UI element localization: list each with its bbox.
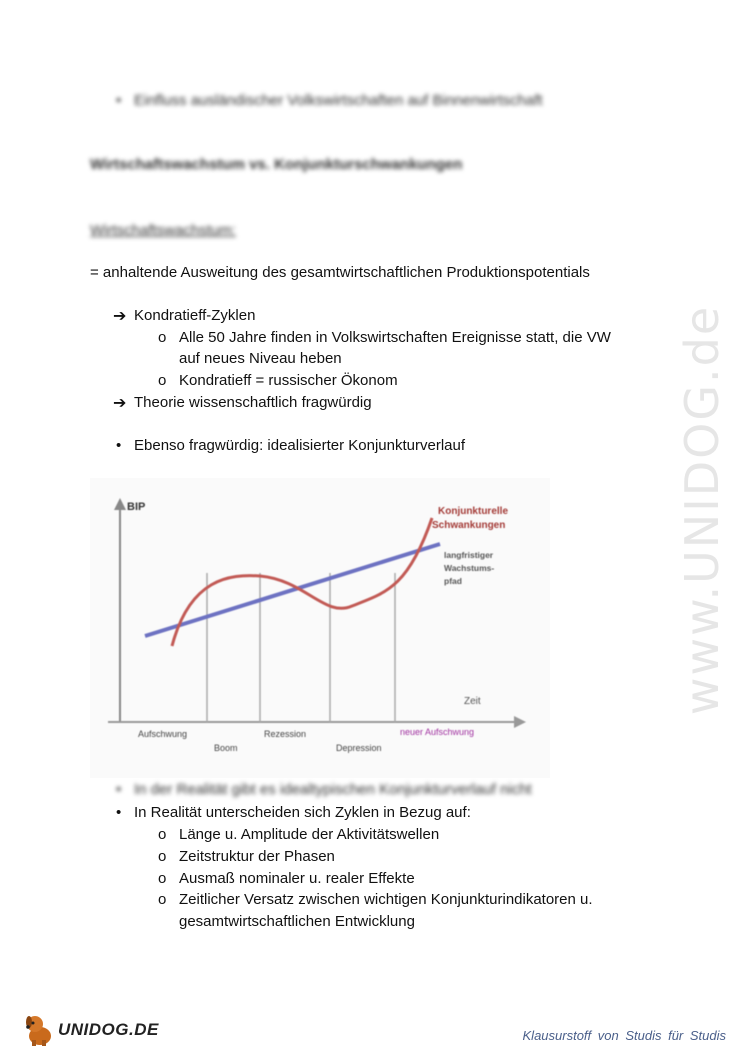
circle-bullet-icon: o bbox=[158, 848, 167, 865]
circle-bullet-icon: o bbox=[158, 891, 167, 908]
business-cycle-curve bbox=[172, 518, 432, 646]
bullet-marker: • bbox=[116, 92, 122, 109]
legend-wave-line2: Schwankungen bbox=[432, 520, 506, 531]
bullet-marker: • bbox=[116, 437, 122, 454]
arrow-icon: ➔ bbox=[113, 395, 127, 412]
definition-text: = anhaltende Ausweitung des gesamtwirtschaftlichen Produktionspotentials bbox=[90, 264, 590, 281]
watermark-text: www.UNIDOG.de bbox=[675, 304, 729, 716]
dog-icon bbox=[22, 1010, 62, 1050]
bullet-text-reality: In Realität unterscheiden sich Zyklen in Bezug auf: bbox=[134, 804, 471, 821]
legend-trend-line1: langfristiger bbox=[444, 550, 494, 560]
circle-bullet-icon: o bbox=[158, 870, 167, 887]
sub-item-1-line2: auf neues Niveau heben bbox=[179, 350, 342, 367]
arrow-item-theory: Theorie wissenschaftlich fragwürdig bbox=[134, 394, 372, 411]
list-item: Zeitlicher Versatz zwischen wichtigen Konjunkturindikatoren u. bbox=[179, 891, 593, 908]
diagram-svg bbox=[90, 478, 550, 778]
phase-label: Aufschwung bbox=[138, 729, 188, 739]
legend-wave-line1: Konjunkturelle bbox=[438, 506, 509, 517]
x-axis-label: Zeit bbox=[464, 696, 481, 707]
arrow-item-kondratieff: Kondratieff-Zyklen bbox=[134, 307, 256, 324]
list-item: Länge u. Amplitude der Aktivitätswellen bbox=[179, 826, 440, 843]
bullet-text-reality-blurred: In der Realität gibt es idealtypischen Konjunkturverlauf nicht bbox=[134, 781, 532, 798]
bullet-text-idealized: Ebenso fragwürdig: idealisierter Konjunkturverlauf bbox=[134, 437, 466, 454]
legend-trend-line2: Wachstums- bbox=[444, 563, 495, 573]
x-axis-arrow bbox=[514, 716, 526, 728]
arrow-icon: ➔ bbox=[113, 308, 127, 325]
sub-item-1-line1: Alle 50 Jahre finden in Volkswirtschaften Ereignisse statt, die VW bbox=[179, 329, 611, 346]
logo-text: UNIDOG.DE bbox=[58, 1020, 159, 1039]
circle-bullet-icon: o bbox=[158, 329, 167, 346]
section-heading: Wirtschaftswachstum vs. Konjunkturschwankungen bbox=[90, 156, 463, 173]
section-subheading: Wirtschaftswachstum: bbox=[90, 222, 236, 239]
circle-bullet-icon: o bbox=[158, 826, 167, 843]
footer-tagline: Klausurstoff von Studis für Studis bbox=[522, 1028, 726, 1043]
unidog-logo bbox=[22, 1010, 159, 1050]
phase-label: Rezession bbox=[264, 729, 307, 739]
bullet-marker: • bbox=[116, 804, 122, 821]
circle-bullet-icon: o bbox=[158, 372, 167, 389]
sub-item-2: Kondratieff = russischer Ökonom bbox=[179, 372, 398, 389]
bullet-marker: • bbox=[116, 781, 122, 798]
list-item: Zeitstruktur der Phasen bbox=[179, 848, 335, 865]
watermark bbox=[672, 280, 732, 740]
legend-trend-line3: pfad bbox=[444, 576, 462, 586]
y-axis-label: BIP bbox=[127, 501, 146, 513]
list-item-continuation: gesamtwirtschaftlichen Entwicklung bbox=[179, 913, 415, 930]
y-axis-arrow bbox=[114, 498, 126, 510]
list-item: Ausmaß nominaler u. realer Effekte bbox=[179, 870, 415, 887]
bullet-text-top: Einfluss ausländischer Volkswirtschaften auf Binnenwirtschaft bbox=[134, 92, 543, 109]
business-cycle-diagram bbox=[90, 478, 550, 778]
phase-label: Boom bbox=[214, 743, 238, 753]
phase-label: Depression bbox=[336, 743, 382, 753]
phase-label: neuer Aufschwung bbox=[400, 727, 475, 737]
